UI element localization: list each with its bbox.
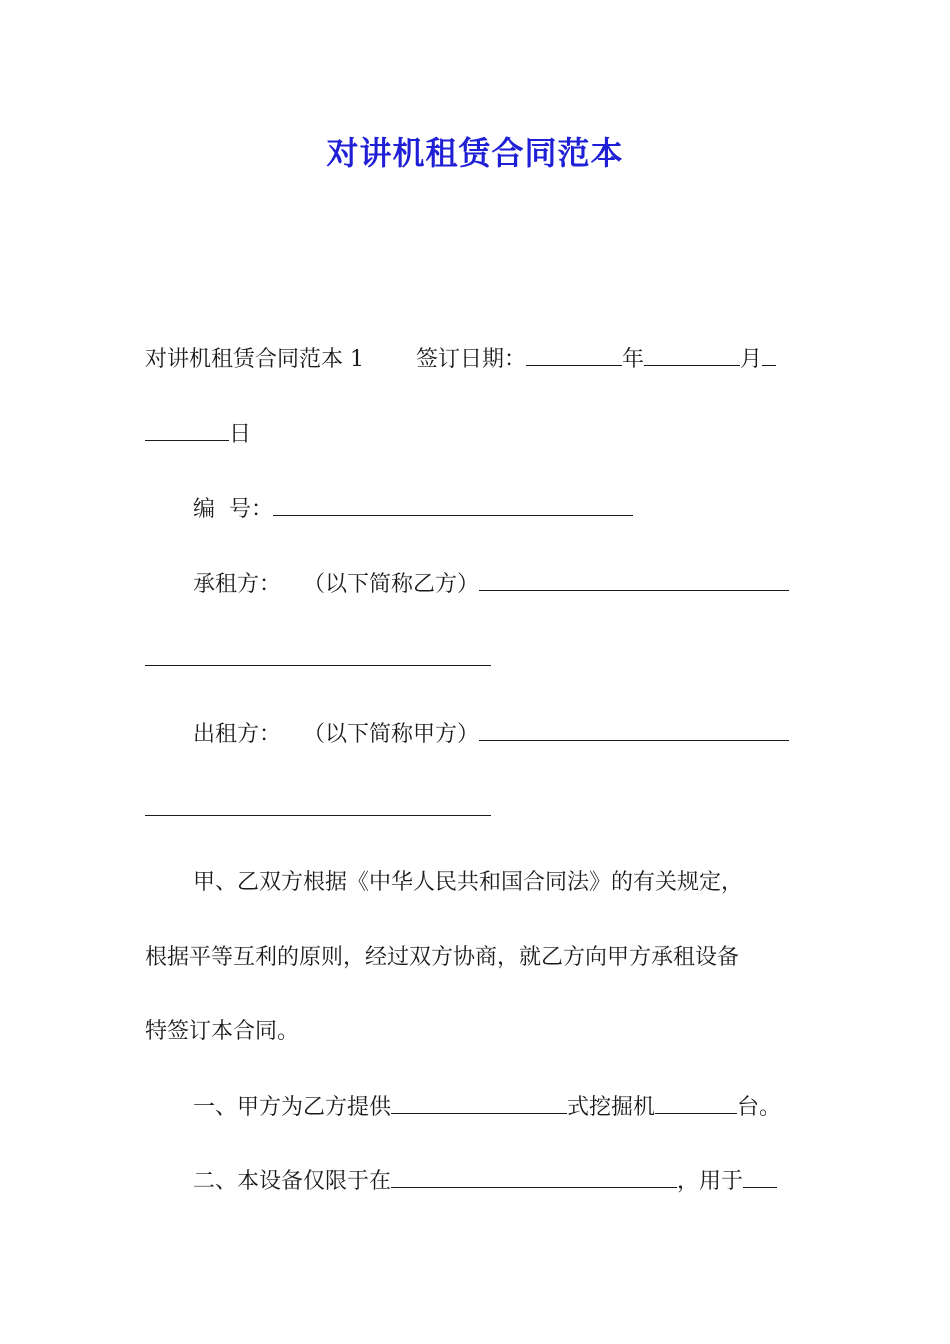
month-label: 月 [740, 347, 763, 372]
contract-label: 对讲机租赁合同范本 1 [145, 347, 364, 372]
item-2-line [193, 1167, 777, 1197]
item-1-count-blank[interactable] [655, 1093, 737, 1114]
item-1-suffix: 台。 [737, 1095, 782, 1120]
day-blank[interactable] [145, 420, 229, 441]
year-label: 年 [622, 347, 645, 372]
lessor-label: 出租方： [193, 722, 282, 747]
paragraph-line-3: 特签订本合同。 [145, 1019, 300, 1044]
item-2-location-blank[interactable] [391, 1167, 677, 1188]
lessee-line [193, 570, 789, 600]
number-label: 编 号： [193, 497, 273, 522]
paragraph-line-1: 甲、乙双方根据《中华人民共和国合同法》的有关规定， [193, 870, 744, 895]
lessee-line-2 [145, 645, 491, 675]
item-1-line [193, 1093, 781, 1123]
item-2-prefix: 二、本设备仅限于在 [193, 1169, 392, 1194]
month-blank[interactable] [644, 345, 740, 366]
paragraph-line-2: 根据平等互利的原则，经过双方协商，就乙方向甲方承租设备 [145, 945, 740, 970]
header-line [145, 345, 776, 375]
lessee-label: 承租方： [193, 572, 282, 597]
day-label: 日 [229, 422, 252, 447]
item-1-middle: 式挖掘机 [567, 1095, 656, 1120]
lessor-note: （以下简称甲方） [303, 722, 480, 747]
document-title: 对讲机租赁合同范本 [326, 134, 624, 172]
number-line [193, 495, 633, 525]
lessor-blank-2[interactable] [145, 795, 491, 816]
item-1-prefix: 一、甲方为乙方提供 [193, 1095, 392, 1120]
day-line [145, 420, 251, 450]
day-blank-start[interactable] [762, 345, 776, 366]
number-blank[interactable] [273, 495, 633, 516]
lessee-note: （以下简称乙方） [303, 572, 480, 597]
sign-date-label: 签订日期： [416, 347, 527, 372]
lessee-blank-2[interactable] [145, 645, 491, 666]
lessor-line [193, 720, 789, 750]
lessor-blank[interactable] [479, 720, 789, 741]
lessee-blank[interactable] [479, 570, 789, 591]
item-2-purpose-blank[interactable] [743, 1167, 777, 1188]
year-blank[interactable] [526, 345, 622, 366]
lessor-line-2 [145, 795, 491, 825]
item-1-type-blank[interactable] [391, 1093, 567, 1114]
item-2-middle: ，用于 [677, 1169, 744, 1194]
